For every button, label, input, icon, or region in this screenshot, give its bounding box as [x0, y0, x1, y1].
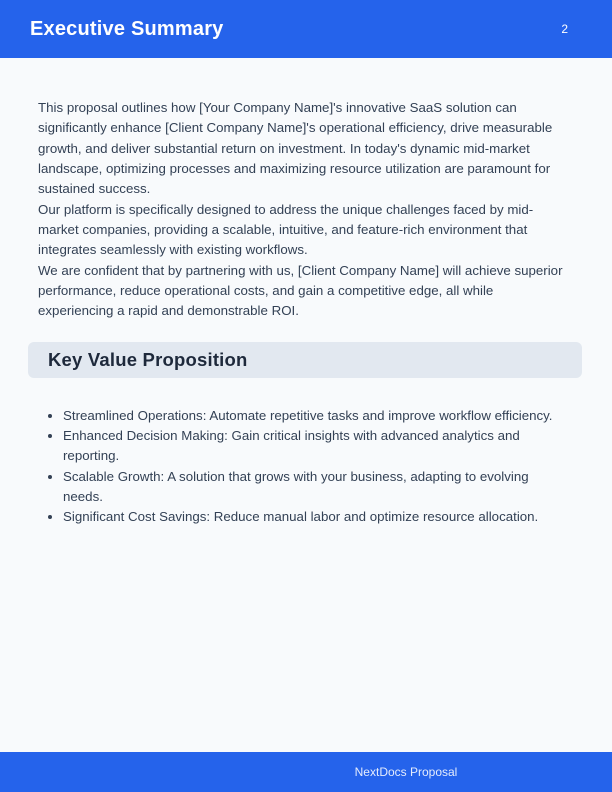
- footer-text: NextDocs Proposal: [354, 765, 458, 779]
- intro-paragraph-3: We are confident that by partnering with us, [Client Company Name] will achieve superior performance, reduce operational costs, and gain a competitive edge, all while experiencing a rapid and demonstrable ROI.: [38, 262, 563, 319]
- list-item-enhanced-decision-making: • Enhanced Decision Making: Gain critical insights with advanced analytics and reporting.: [63, 426, 569, 467]
- list-item-scalable-growth: • Scalable Growth: A solution that grows with your business, adapting to evolving needs.: [63, 467, 569, 508]
- page-content: [38, 58, 569, 528]
- intro-paragraph-1: This proposal outlines how [Your Company Name]'s innovative SaaS solution can significantly enhance [Client Company Name]'s operational efficiency, drive measurable growth, and deliver substantial return on investment. In today's dynamic mid-market landscape, optimizing processes and maximizing resource utilization are paramount for sustained success.: [38, 100, 553, 197]
- list-item-streamlined-operations: • Streamlined Operations: Automate repetitive tasks and improve workflow efficiency.: [63, 406, 569, 426]
- intro-paragraph-2: Our platform is specifically designed to address the unique challenges faced by mid-market companies, providing a scalable, intuitive, and feature-rich environment that integrates seamlessly with existing workflows.: [38, 201, 534, 258]
- section-heading-title: Key Value Proposition: [48, 348, 248, 370]
- page-header: [0, 0, 612, 58]
- page-number: 2: [561, 22, 568, 36]
- list-item-cost-savings: • Significant Cost Savings: Reduce manual labor and optimize resource allocation.: [63, 507, 569, 527]
- page-footer: [0, 752, 612, 792]
- section-heading-band: [28, 342, 582, 378]
- page-title: Executive Summary: [30, 17, 224, 40]
- key-value-list: [38, 406, 569, 528]
